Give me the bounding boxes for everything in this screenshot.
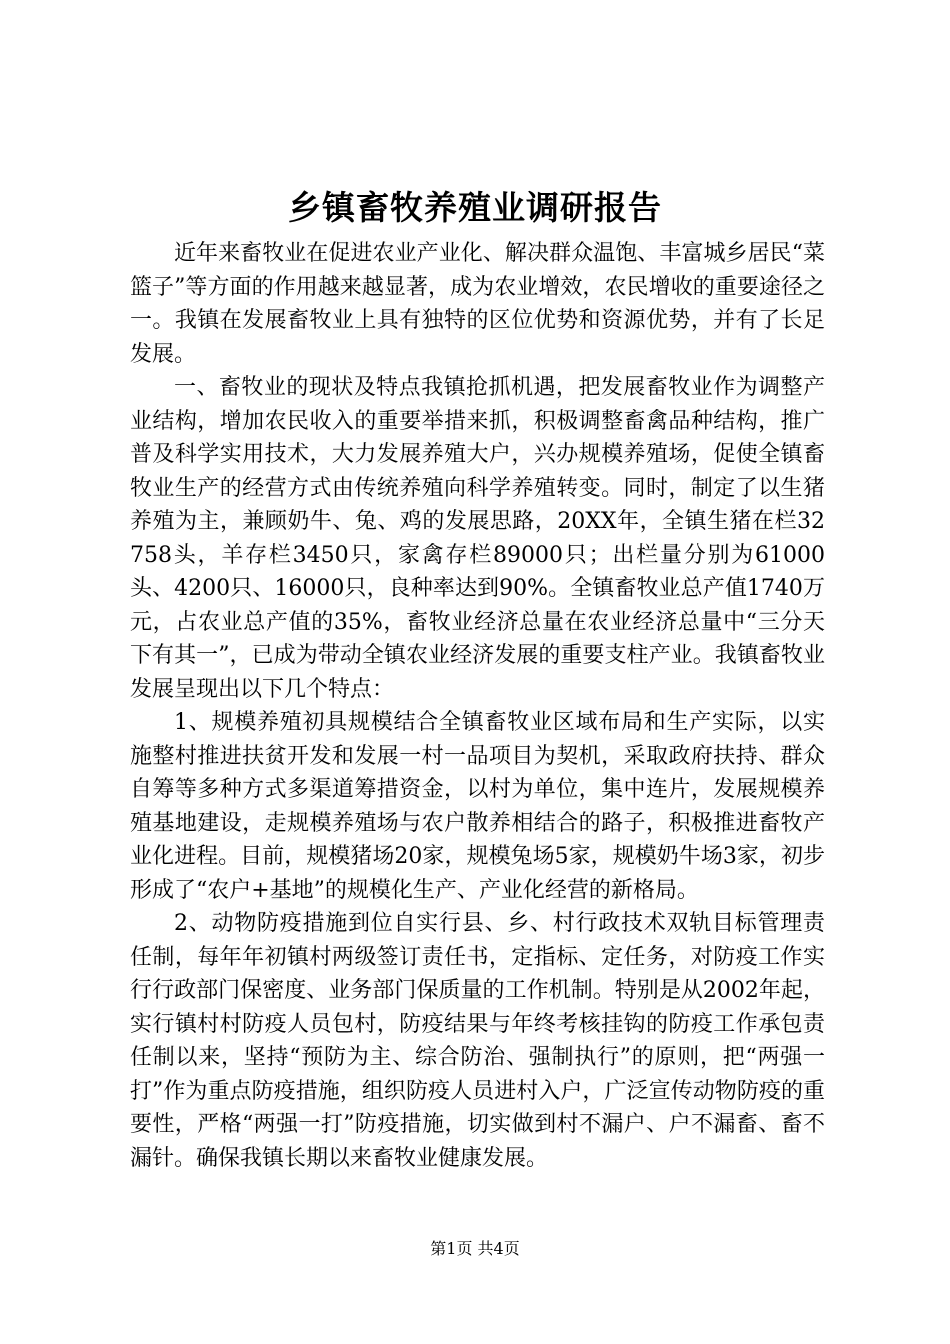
paragraph-feature-1: 1、规模养殖初具规模结合全镇畜牧业区域布局和生产实际，以实施整村推进扶贫开发和发展一村一品项目为契机，采取政府扶持、群众自筹等多种方式多渠道筹措资金，以村为单位，集中连片，发展规模养殖基地建设，走规模养殖场与农户散养相结合的路子，积极推进畜牧产业化进程。目前，规模猪场20家，规模兔场5家，规模奶牛场3家，初步形成了“农户+基地”的规模化生产、产业化经营的新格局。 — [130, 710, 825, 903]
paragraph-intro: 近年来畜牧业在促进农业产业化、解决群众温饱、丰富城乡居民“菜篮子”等方面的作用越来越显著，成为农业增效，农民增收的重要途径之一。我镇在发展畜牧业上具有独特的区位优势和资源优势，并有了长足发展。 — [130, 241, 825, 367]
paragraph-section-1: 一、畜牧业的现状及特点我镇抢抓机遇，把发展畜牧业作为调整产业结构，增加农民收入的重要举措来抓，积极调整畜禽品种结构，推广普及科学实用技术，大力发展养殖大户，兴办规模养殖场，促使全镇畜牧业生产的经营方式由传统养殖向科学养殖转变。同时，制定了以生猪养殖为主，兼顾奶牛、兔、鸡的发展思路，20XX年，全镇生猪在栏32758头，羊存栏3450只，家禽存栏89000只；出栏量分别为61000头、4200只、16000只，良种率达到90%。全镇畜牧业总产值1740万元，占农业总产值的35%，畜牧业经济总量在农业经济总量中“三分天下有其一”，已成为带动全镇农业经济发展的重要支柱产业。我镇畜牧业发展呈现出以下几个特点： — [130, 375, 825, 702]
document-body — [130, 237, 825, 1175]
paragraph-feature-2: 2、动物防疫措施到位自实行县、乡、村行政技术双轨目标管理责任制，每年年初镇村两级签订责任书，定指标、定任务，对防疫工作实行行政部门保密度、业务部门保质量的工作机制。特别是从2002年起，实行镇村村防疫人员包村，防疫结果与年终考核挂钩的防疫工作承包责任制以来，坚持“预防为主、综合防治、强制执行”的原则，把“两强一打”作为重点防疫措施，组织防疫人员进村入户，广泛宣传动物防疫的重要性，严格“两强一打”防疫措施，切实做到村不漏户、户不漏畜、畜不漏针。确保我镇长期以来畜牧业健康发展。 — [130, 911, 825, 1171]
page-title: 乡镇畜牧养殖业调研报告 — [288, 188, 662, 227]
page-number-footer: 第1页 共4页 — [430, 1239, 520, 1258]
